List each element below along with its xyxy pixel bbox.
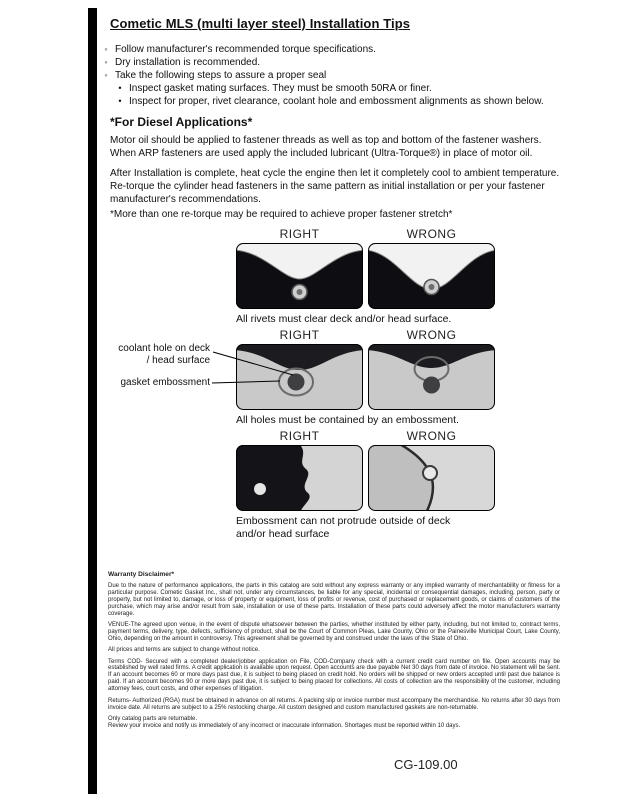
right-label-row1: RIGHT bbox=[279, 227, 320, 241]
list-item bbox=[102, 69, 564, 82]
tip-text: Follow manufacturer's recommended torque specifications. bbox=[115, 44, 376, 55]
hole-icon bbox=[254, 483, 266, 495]
protruding-embossment-icon bbox=[423, 466, 437, 480]
rivet-clearance-right-image bbox=[236, 243, 363, 309]
diesel-paragraph-2: After Installation is complete, heat cycle the engine then let it completely cool to ambient temperature. Re-torque the cylinder head fasteners in the same pattern as initial installation or per your fastener manufacturer's recommendations. bbox=[110, 168, 560, 205]
annotation-coolant-hole: coolant hole on deck / head surface bbox=[118, 343, 210, 366]
disclaimer-paragraph: Terms COD- Secured with a completed dealer/jobber application on File, COD-Company check with a current credit card number on file. Open accounts may be established by well rated firms. A credit application is available upon request. Open accounts are due payable Net 30 days from date of invoice. No statement will be sent. If an account becomes 60 or more days past due, it is subject to being placed on credit hold. No orders will be shipped or new orders accepted until past due balance is paid. If an account becomes 90 or more days past due, it is subject to being placed for collections. All costs of collection are the responsibility of the customer, including attorney fees, court costs, and other expenses of litigation. bbox=[108, 658, 560, 693]
warranty-disclaimer-heading: Warranty Disclaimer* bbox=[108, 571, 175, 578]
diesel-paragraph-1: Motor oil should be applied to fastener threads as well as top and bottom of the fastener washers. When ARP fasteners are used apply the included lubricant (Ultra-Torque®) in place of motor oil. bbox=[110, 135, 542, 159]
right-label-row3: RIGHT bbox=[279, 429, 320, 443]
disclaimer-paragraph: Review your invoice and notify us immediately of any incorrect or inaccurate information. Shortages must be reported within 10 days. bbox=[108, 722, 461, 729]
right-label-row2: RIGHT bbox=[279, 328, 320, 342]
disclaimer-paragraph: All prices and terms are subject to change without notice. bbox=[108, 647, 260, 654]
bullet-icon: ◦ bbox=[104, 57, 108, 67]
page-code: CG-109.00 bbox=[394, 757, 458, 772]
sub-bullet-icon: • bbox=[118, 83, 122, 93]
disclaimer-paragraph: Only catalog parts are returnable. bbox=[108, 715, 198, 722]
embossment-containment-right-image bbox=[236, 344, 363, 410]
embossment-protrusion-wrong-image bbox=[368, 445, 495, 511]
list-item bbox=[102, 56, 564, 69]
left-border-bar bbox=[88, 8, 97, 794]
tip-text: Take the following steps to assure a proper seal bbox=[115, 70, 327, 81]
installation-tips-list bbox=[102, 43, 564, 108]
diesel-applications-heading: *For Diesel Applications* bbox=[110, 115, 253, 129]
disclaimer-paragraph: Returns- Authorized (RGA) must be obtained in advance on all returns. A packing slip or invoice number must accompany the merchandise. No returns after 30 days from invoice date. All returns are subject to a 25% restocking charge. All custom designed and custom manufactured gaskets are non-returnable. bbox=[108, 697, 560, 711]
diagram-caption-protrusion: Embossment can not protrude outside of deck and/or head surface bbox=[236, 515, 451, 540]
coolant-hole-icon bbox=[288, 374, 305, 391]
sub-tip-text: Inspect for proper, rivet clearance, coolant hole and embossment alignments as shown below. bbox=[129, 96, 544, 107]
sub-bullet-icon: • bbox=[118, 96, 122, 106]
list-sub-item bbox=[116, 95, 564, 108]
list-sub-item bbox=[116, 82, 564, 95]
page-title: Cometic MLS (multi layer steel) Installation Tips bbox=[110, 16, 411, 31]
rivet-clearance-wrong-image bbox=[368, 243, 495, 309]
annotation-gasket-embossment: gasket embossment bbox=[120, 377, 210, 388]
disclaimer-paragraph: VENUE-The agreed upon venue, in the event of dispute whatsoever between the parties, whether instituted by either party, including, but not limited to, contract terms, payment terms, delivery, type, defects, sufficiency of product, shall be the Court of Common Pleas, Lake County, Ohio or the Painesville Municipal Court, Lake County, Ohio, depending on the amount in controversy. This agreement shall be governed by and construed under the laws of the State of Ohio. bbox=[108, 621, 560, 642]
diagram-caption-holes: All holes must be contained by an embossment. bbox=[236, 414, 459, 426]
warranty-disclaimer-section bbox=[108, 572, 560, 734]
embossment-protrusion-right-image bbox=[236, 445, 363, 511]
retorque-note: *More than one re-torque may be required to achieve proper fastener stretch* bbox=[110, 209, 453, 220]
bullet-icon: ◦ bbox=[104, 44, 108, 54]
wrong-label-row3: WRONG bbox=[406, 429, 457, 443]
sub-tip-text: Inspect gasket mating surfaces. They must be smooth 50RA or finer. bbox=[129, 83, 432, 94]
bullet-icon: ◦ bbox=[104, 70, 108, 80]
coolant-hole-icon bbox=[423, 377, 440, 394]
diagram-caption-rivets: All rivets must clear deck and/or head surface. bbox=[236, 313, 452, 325]
wrong-label-row1: WRONG bbox=[406, 227, 457, 241]
tip-text: Dry installation is recommended. bbox=[115, 57, 261, 68]
list-item bbox=[102, 43, 564, 56]
wrong-label-row2: WRONG bbox=[406, 328, 457, 342]
disclaimer-paragraph: Due to the nature of performance applications, the parts in this catalog are sold without any express warranty or any implied warranty of merchantability or fitness for a particular purpose. Cometic Gasket Inc., shall not, under any circumstances, be liable for any special, incidental or consequential damages, including, person, party or property, but not limited to, damage, or loss of property or equipment, loss of profits or revenue, cost of purchased or replacement goods, or claims of customers of the purchase, which may arise and/or result from sale, installation or use of these parts. Installation of these parts could adversely affect the motor manufacturers warranty coverage. bbox=[108, 582, 560, 617]
embossment-containment-wrong-image bbox=[368, 344, 495, 410]
